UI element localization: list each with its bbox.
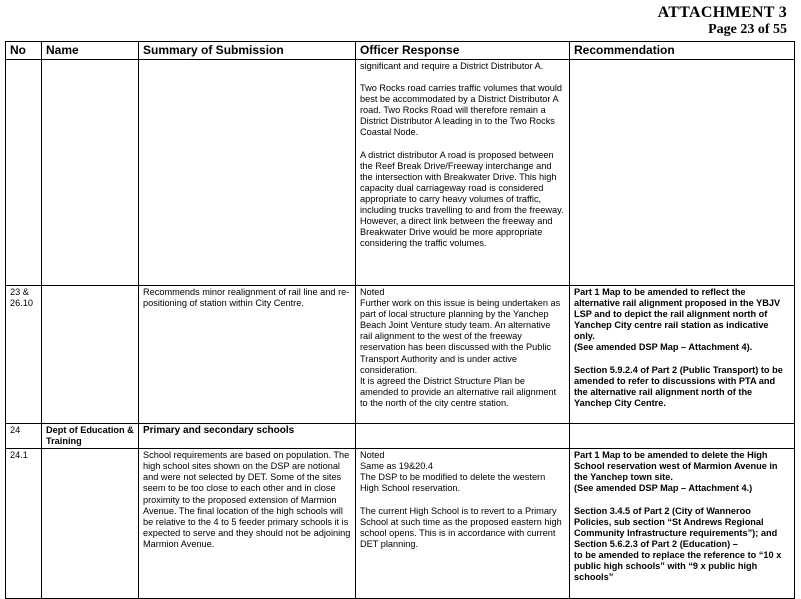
summary-heading: Primary and secondary schools (143, 425, 295, 436)
table-header-row (6, 42, 795, 60)
table-row (6, 424, 795, 449)
column-header-no: No (6, 42, 42, 60)
cell-response (356, 60, 570, 286)
cell-recommendation (570, 286, 795, 424)
cell-summary (139, 286, 356, 424)
column-header-recommendation: Recommendation (570, 42, 795, 60)
response-paragraph: Noted Same as 19&20.4 The DSP to be modified to delete the western High School reservation. (360, 450, 546, 494)
response-paragraph: Noted Further work on this issue is being undertaken as part of local structure planning by the Yanchep Beach Joint Venture study team. An alternative rail alignment to the west of the freeway reservation has been discussed with the Public Transport Authority and is under active consideration. It is agreed the District Structure Plan be amended to provide an alternative rail alignment to the north of the city centre station. (360, 287, 561, 408)
cell-recommendation (570, 449, 795, 599)
cell-summary (139, 60, 356, 286)
cell-no: 23 & 26.10 (6, 286, 42, 424)
cell-no (6, 60, 42, 286)
cell-recommendation (570, 424, 795, 449)
recommendation-paragraph: Section 3.4.5 of Part 2 (City of Wanneroo Policies, sub section “St Andrews Regional Community Infrastructure requirements”); and Section 5.6.2.3 of Part 2 (Education) – to be amended to replace the reference to “10 x public high schools” with “9 x public high schools” (574, 505, 782, 583)
cell-name (42, 60, 139, 286)
recommendation-paragraph: Part 1 Map to be amended to delete the High School reservation west of Marmion Avenue in the Yanchep town site. (See amended DSP Map – Attachment 4.) (574, 450, 778, 494)
cell-recommendation (570, 60, 795, 286)
recommendation-paragraph: Section 5.9.2.4 of Part 2 (Public Transport) to be amended to refer to discussions with PTA and the alternative rail alignment north of the Yanchep City Centre. (574, 364, 783, 408)
column-header-name: Name (42, 42, 139, 60)
cell-summary (139, 449, 356, 599)
attachment-label: ATTACHMENT 3 (657, 4, 787, 21)
response-paragraph: The current High School is to revert to a Primary School at such time as the proposed eastern high school opens. This is in accordance with current DET planning. (360, 505, 562, 549)
cell-summary (139, 424, 356, 449)
page-number: Page 23 of 55 (708, 22, 787, 37)
cell-name: Dept of Education & Training (42, 424, 139, 449)
attachment-header (658, 4, 787, 38)
cell-no: 24 (6, 424, 42, 449)
cell-response (356, 424, 570, 449)
table-row (6, 449, 795, 599)
table-row (6, 60, 795, 286)
cell-response (356, 449, 570, 599)
cell-name (42, 449, 139, 599)
column-header-response: Officer Response (356, 42, 570, 60)
recommendation-paragraph: Part 1 Map to be amended to reflect the alternative rail alignment proposed in the YBJV LSP and to depict the rail alignment north of Yanchep City centre rail station as indicative only. (See amended DSP Map – Attachment 4). (574, 287, 781, 353)
summary-paragraph: Recommends minor realignment of rail line and re-positioning of station within City Centre. (143, 287, 350, 309)
summary-paragraph: School requirements are based on population. The high school sites shown on the DSP are notional and were not selected by DET. Some of the sites seem to be too close to each other and in close proximity to the proposed extension of Marmion Avenue. The final location of the high schools will be relative to the 4 to 5 feeder primary schools it is expected to serve and they should not be adjoining Marmion Avenue. (143, 450, 351, 549)
response-paragraph: A district distributor A road is proposed between the Reef Break Drive/Freeway interchange and the intersection with Breakwater Drive. This high capacity dual carriageway road is considered appropriate to carry heavy volumes of traffic, including trucks travelling to and from the freeway. However, a direct link between the freeway and Breakwater Drive would be more appropriate considering the traffic volumes. (360, 149, 564, 249)
submissions-table (5, 41, 795, 599)
cell-name (42, 286, 139, 424)
cell-no: 24.1 (6, 449, 42, 599)
response-paragraph: Two Rocks road carries traffic volumes that would best be accommodated by a District Distributor A road. Two Rocks Road will therefore remain a District Distributor A leading in to the Two Rocks Coastal Node. (360, 83, 563, 138)
response-paragraph: significant and require a District Distributor A. (360, 61, 544, 71)
table-row (6, 286, 795, 424)
column-header-summary: Summary of Submission (139, 42, 356, 60)
cell-response (356, 286, 570, 424)
